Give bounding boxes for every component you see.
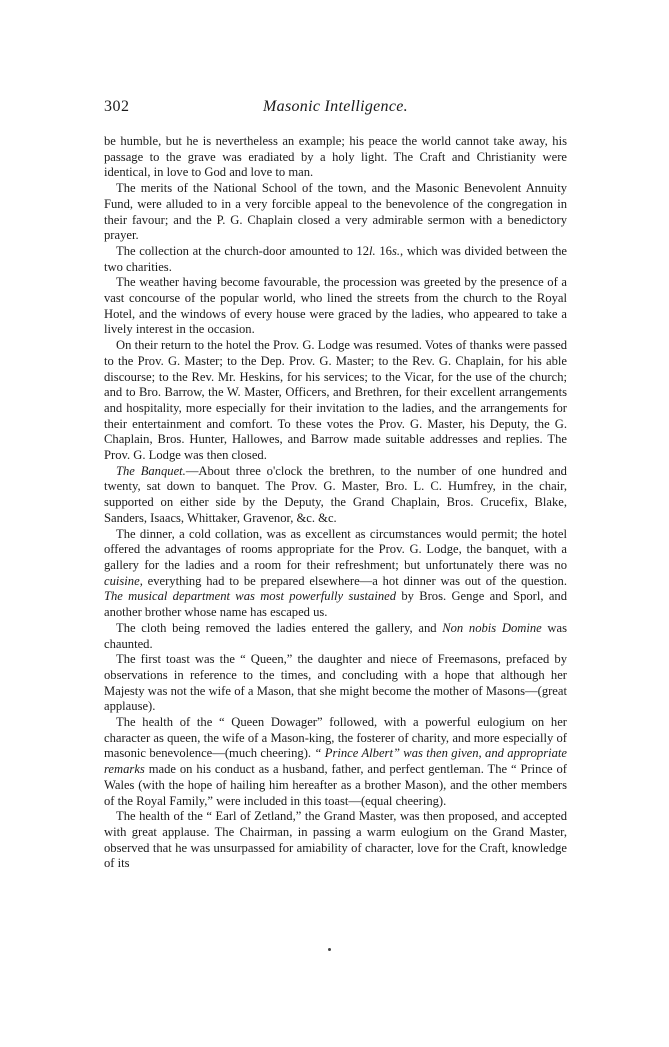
text-run: The health of the “ Earl of Zetland,” the Grand Master, was then proposed, and accepted with great applause. The Chairman, in passing a warm eulogium on the Grand Master, observed that he was unsurpassed for amiability of character, love for the Craft, knowledge of its [104,809,567,871]
text-run: The collection at the church-door amounted to 12 [116,243,370,258]
text-run: The merits of the National School of the town, and the Masonic Benevolent Annuity Fund, were alluded to in a very forcible appeal to the benevolence of the congregation in their favour; and the P. G. Chaplain closed a very admirable sermon with a benedictory prayer. [104,181,567,243]
text-run: On their return to the hotel the Prov. G. Lodge was resumed. Votes of thanks were passed to the Prov. G. Master; to the Dep. Prov. G. Master; to the Rev. G. Chaplain, for his able discourse; to the Rev. Mr. Heskins, for his services; to the Vicar, for the use of the church; and to Bro. Barrow, the W. Master, Officers, and Brethren, for their excellent arrangements and hospitality, more especially for their invitation to the ladies, and the arrangements for their entertainment and comfort. To these votes the Prov. G. Master, his Deputy, the G. Chaplain, Bros. Hunter, Hallowes, and Barrow made suitable addresses and replies. The Prov. G. Lodge was then closed. [104,338,567,463]
text-run: , which was divided between the two charities. [104,243,568,274]
italic-text: s. [391,243,401,258]
running-head [104,98,567,120]
paragraph [104,621,567,652]
page-number: 302 [104,98,130,115]
paragraph [104,809,567,872]
paragraph [104,275,567,338]
text-run: The dinner, a cold collation, was as excellent as circumstances would permit; the hotel offered the advantages of rooms appropriate for the Prov. G. Lodge, the banquet, with a gallery for the ladies and a room for their refreshment; but unfortunately there was no [104,526,567,572]
paragraph [104,244,567,275]
italic-text: cuisine [104,573,140,588]
page [104,98,567,872]
paragraph [104,715,567,809]
text-run: made on his conduct as a husband, father, and perfect gentleman. The “ Prince of Wales (with the hope of hailing him hereafter as a brother Mason), and the other members of the Royal Family,” were included in this toast—(equal cheering). [104,762,567,808]
text-run: The weather having become favourable, the procession was greeted by the presence of a vast concourse of the popular world, who lined the streets from the church to the Royal Hotel, and the windows of every house were graced by the ladies, who appeared to take a lively interest in the occasion. [104,275,567,337]
italic-text: “ Prince Albert” was then given, and appropriate remarks [104,746,567,777]
text-run: be humble, but he is nevertheless an example; his peace the world cannot take away, his passage to the grave was eradiated by a holy light. The Craft and Christianity were identical, in love to God and love to man. [104,134,567,180]
article-body [104,134,567,872]
italic-text: Non nobis Domine [442,620,542,635]
text-run: was chaunted. [104,620,568,651]
text-run: , everything had to be prepared elsewhere—a hot dinner was out of the question. [139,573,567,588]
italic-text: l. [369,243,376,258]
running-title: Masonic Intelligence. [263,98,408,115]
text-run: The health of the “ Queen Dowager” followed, with a powerful eulogium on her character as queen, the wife of a Mason-king, the fosterer of charity, and more especially of masonic benevolence—(much cheering). [104,715,567,761]
page-mark [328,948,331,951]
text-run: —About three o'clock the brethren, to the number of one hundred and twenty, sat down to banquet. The Prov. G. Master, Bro. L. C. Humfrey, in the chair, supported on either side by the Deputy, the Grand Chaplain, Bros. Crucefix, Blake, Sanders, Isaacs, Whittaker, Gravenor, &c. &c. [104,463,567,525]
paragraph [104,134,567,181]
paragraph [104,527,567,621]
text-run: The cloth being removed the ladies entered the gallery, and [116,620,443,635]
text-run: by Bros. Genge and Sporl, and another brother whose name has escaped us. [104,589,567,620]
italic-text: The Banquet. [116,463,186,478]
paragraph [104,338,567,464]
paragraph [104,181,567,244]
paragraph [104,652,567,715]
text-run: The first toast was the “ Queen,” the daughter and niece of Freemasons, prefaced by observations in reference to the times, and concluding with a hope that although her Majesty was not the wife of a Mason, that she might become the mother of Masons—(great applause). [104,652,567,714]
italic-text: The musical department was most powerfully sustained [104,589,397,604]
text-run: 16 [375,243,392,258]
paragraph [104,464,567,527]
